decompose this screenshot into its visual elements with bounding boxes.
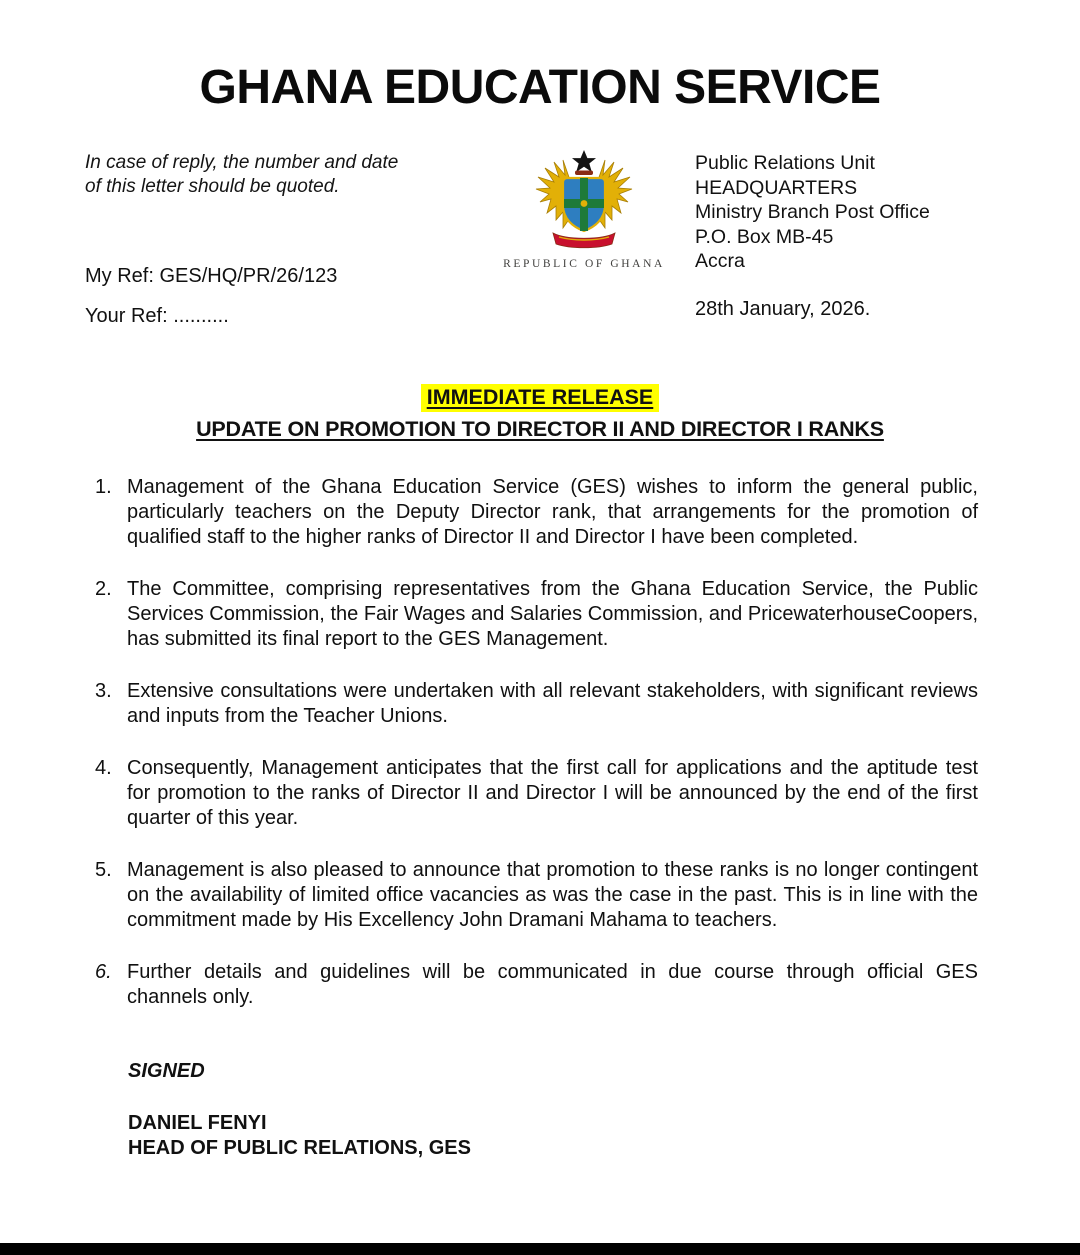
signatory-title: HEAD OF PUBLIC RELATIONS, GES <box>128 1137 471 1159</box>
header-left-column <box>85 151 475 328</box>
paragraph-item <box>95 577 978 652</box>
paragraph-text: Consequently, Management anticipates that the first call for applications and the aptitude test for promotion to the ranks of Director II and Director I will be announced by the end of the first quarter of this year. <box>127 757 978 829</box>
address-line: P.O. Box MB-45 <box>695 225 834 248</box>
your-ref: Your Ref: .......... <box>85 305 229 327</box>
header-center-column <box>475 151 693 270</box>
subject-line: UPDATE ON PROMOTION TO DIRECTOR II AND DIRECTOR I RANKS <box>196 417 884 441</box>
address-line: Public Relations Unit <box>695 152 875 174</box>
paragraph-text: Further details and guidelines will be communicated in due course through official GES channels only. <box>127 961 978 1008</box>
address-line: HEADQUARTERS <box>695 176 858 199</box>
letter-body <box>95 475 978 1010</box>
paragraph-number: 1. <box>95 476 112 498</box>
address-line: Accra <box>695 250 745 272</box>
headline-block <box>0 384 1080 442</box>
paragraph-item <box>95 475 978 550</box>
address-line: Ministry Branch Post Office <box>695 201 930 223</box>
logo-caption: REPUBLIC OF GHANA <box>503 258 665 270</box>
my-ref: My Ref: GES/HQ/PR/26/123 <box>85 265 338 287</box>
paragraph-number: 4. <box>95 757 112 779</box>
paragraph-text: Management is also pleased to announce that promotion to these ranks is no longer contingent on the availability of limited office vacancies as was the case in the past. This is in line with the commitment made by His Excellency John Dramani Mahama to teachers. <box>127 859 978 931</box>
letter-header <box>85 151 995 328</box>
paragraph-item <box>95 858 978 933</box>
paragraph-number: 2. <box>95 578 112 600</box>
paragraph-number: 5. <box>95 859 112 881</box>
release-tag: IMMEDIATE RELEASE <box>421 384 660 412</box>
paragraph-text: Management of the Ghana Education Service (GES) wishes to inform the general public, particularly teachers on the Deputy Director rank, that arrangements for the promotion of qualified staff to the higher ranks of Director II and Director I have been completed. <box>127 476 978 548</box>
header-right-column <box>693 151 995 321</box>
paragraph-item <box>95 679 978 729</box>
letter-date: 28th January, 2026. <box>695 297 871 320</box>
signatory-name: DANIEL FENYI <box>128 1112 267 1134</box>
page-title: GHANA EDUCATION SERVICE <box>199 61 881 114</box>
paragraph-item <box>95 960 978 1010</box>
paragraph-text: The Committee, comprising representatives from the Ghana Education Service, the Public Services Commission, the Fair Wages and Salaries Commission, and PricewaterhouseCoopers, has submitted its final report to the GES Management. <box>127 578 978 650</box>
release-tag-row <box>0 384 1080 412</box>
paragraph-number: 3. <box>95 680 112 702</box>
paragraph-number: 6. <box>95 961 112 983</box>
paragraph-item <box>95 756 978 831</box>
bottom-black-bar <box>0 1243 1080 1255</box>
paragraph-text: Extensive consultations were undertaken with all relevant stakeholders, with significant reviews and inputs from the Teacher Unions. <box>127 680 978 727</box>
reply-note: In case of reply, the number and date of this letter should be quoted. <box>85 152 399 197</box>
signed-label: SIGNED <box>128 1060 205 1082</box>
signature-block <box>128 1060 1080 1161</box>
ghana-coat-of-arms-icon <box>528 149 640 254</box>
